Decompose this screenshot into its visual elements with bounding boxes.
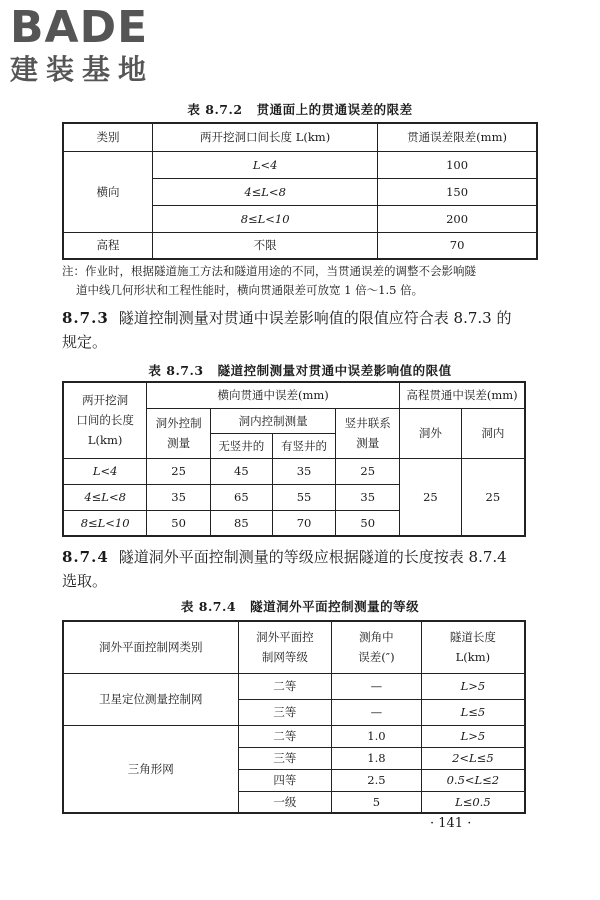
grade-cell: 三等 xyxy=(238,747,332,769)
category-header: 洞外平面控制网类别 xyxy=(63,621,238,673)
elev-outside-value: 25 xyxy=(400,458,462,536)
table-8-7-4 xyxy=(62,620,526,814)
header-line: 竖井联系 xyxy=(344,416,391,430)
angle-header xyxy=(332,621,422,673)
header-line: 洞外控制 xyxy=(155,416,202,430)
value-cell: 25 xyxy=(336,458,400,484)
value-cell: 35 xyxy=(147,484,211,510)
length-cell: L≤0.5 xyxy=(421,791,525,813)
angle-cell: 5 xyxy=(332,791,422,813)
table-title: 隧道洞外平面控制测量的等级 xyxy=(250,599,420,614)
angle-cell: 2.5 xyxy=(332,769,422,791)
header-line: 洞外平面控 xyxy=(256,630,314,645)
elev-inside-header: 洞内 xyxy=(461,408,525,458)
angle-cell: — xyxy=(332,699,422,725)
header-line: 口间的长度 xyxy=(76,413,134,428)
grade-cell: 四等 xyxy=(238,769,332,791)
length-cell: 2<L≤5 xyxy=(421,747,525,769)
header-line: 测角中 xyxy=(359,630,394,645)
table-title: 隧道控制测量对贯通中误差影响值的限值 xyxy=(217,363,452,378)
header-line: L(km) xyxy=(455,650,491,665)
table-8-7-4-caption xyxy=(0,597,600,615)
length-cell: 8≤L<10 xyxy=(63,510,147,536)
header-cell: 类别 xyxy=(63,123,153,151)
value-cell: 50 xyxy=(336,510,400,536)
length-header xyxy=(421,621,525,673)
length-header xyxy=(63,382,147,458)
grade-header xyxy=(238,621,332,673)
logo xyxy=(10,4,180,86)
angle-cell: 1.8 xyxy=(332,747,422,769)
shaft-link-header xyxy=(336,408,400,458)
satellite-network-label: 卫星定位测量控制网 xyxy=(63,673,238,725)
length-cell: L>5 xyxy=(421,725,525,747)
length-cell: 0.5<L≤2 xyxy=(421,769,525,791)
grade-cell: 一级 xyxy=(238,791,332,813)
logo-subtitle: 建装基地 xyxy=(10,53,155,86)
elevation-length: 不限 xyxy=(153,232,378,259)
value-cell: 35 xyxy=(272,458,336,484)
elevation-header: 高程贯通中误差(mm) xyxy=(400,382,525,408)
logo-word: BADE xyxy=(10,2,149,53)
section-text: 隧道控制测量对贯通中误差影响值的限值应符合表 8.7.3 的 xyxy=(118,309,512,327)
value-cell: 65 xyxy=(210,484,272,510)
section-8-7-4 xyxy=(62,545,542,593)
note-line: 道中线几何形状和工程性能时，横向贯通限差可放宽 1 倍～1.5 倍。 xyxy=(76,283,424,297)
header-line: 测量 xyxy=(167,436,191,450)
table-8-7-2-caption xyxy=(0,100,600,118)
triangle-network-label: 三角形网 xyxy=(63,725,238,813)
length-cell: L<4 xyxy=(153,151,378,178)
length-cell: L>5 xyxy=(421,673,525,699)
group-label-lateral: 横向 xyxy=(63,151,153,232)
header-line: 制网等级 xyxy=(261,650,308,665)
table-8-7-2 xyxy=(62,122,538,260)
value-cell: 35 xyxy=(336,484,400,510)
no-shaft-header: 无竖井的 xyxy=(210,433,272,458)
table-number: 表 8.7.2 xyxy=(187,102,243,117)
length-cell: L≤5 xyxy=(421,699,525,725)
value-cell: 55 xyxy=(272,484,336,510)
header-line: 测量 xyxy=(356,436,380,450)
grade-cell: 二等 xyxy=(238,725,332,747)
limit-cell: 100 xyxy=(378,151,537,178)
length-cell: 8≤L<10 xyxy=(153,205,378,232)
grade-cell: 二等 xyxy=(238,673,332,699)
angle-cell: — xyxy=(332,673,422,699)
header-cell: 贯通误差限差(mm) xyxy=(378,123,537,151)
header-line: 隧道长度 xyxy=(449,630,496,645)
section-number: 8.7.3 xyxy=(62,309,109,327)
value-cell: 25 xyxy=(147,458,211,484)
outside-control-header xyxy=(147,408,211,458)
section-text: 规定。 xyxy=(62,333,108,351)
header-line: 两开挖洞 xyxy=(82,393,129,408)
value-cell: 70 xyxy=(272,510,336,536)
header-cell: 两开挖洞口间长度 L(km) xyxy=(153,123,378,151)
table-number: 表 8.7.3 xyxy=(148,363,204,378)
table-8-7-3-caption xyxy=(0,361,600,379)
elevation-label: 高程 xyxy=(63,232,153,259)
inside-control-header: 洞内控制测量 xyxy=(210,408,335,433)
elev-outside-header: 洞外 xyxy=(400,408,462,458)
length-cell: 4≤L<8 xyxy=(153,178,378,205)
length-cell: L<4 xyxy=(63,458,147,484)
length-cell: 4≤L<8 xyxy=(63,484,147,510)
grade-cell: 三等 xyxy=(238,699,332,725)
note-line: 注：作业时，根据隧道施工方法和隧道用途的不同，当贯通误差的调整不会影响隧 xyxy=(62,264,476,278)
table-8-7-3 xyxy=(62,381,526,537)
value-cell: 85 xyxy=(210,510,272,536)
section-8-7-3 xyxy=(62,306,542,354)
header-line: 误差(″) xyxy=(358,650,395,665)
section-text: 选取。 xyxy=(62,572,108,590)
elev-inside-value: 25 xyxy=(461,458,525,536)
section-number: 8.7.4 xyxy=(62,548,109,566)
header-line: L(km) xyxy=(87,433,123,448)
table-note xyxy=(62,262,542,300)
value-cell: 50 xyxy=(147,510,211,536)
value-cell: 45 xyxy=(210,458,272,484)
limit-cell: 150 xyxy=(378,178,537,205)
section-text: 隧道洞外平面控制测量的等级应根据隧道的长度按表 8.7.4 xyxy=(118,548,507,566)
lateral-header: 横向贯通中误差(mm) xyxy=(147,382,400,408)
elevation-limit: 70 xyxy=(378,232,537,259)
table-title: 贯通面上的贯通误差的限差 xyxy=(256,102,413,117)
page-number: · 141 · xyxy=(430,816,472,831)
limit-cell: 200 xyxy=(378,205,537,232)
table-number: 表 8.7.4 xyxy=(180,599,237,614)
with-shaft-header: 有竖井的 xyxy=(272,433,336,458)
angle-cell: 1.0 xyxy=(332,725,422,747)
